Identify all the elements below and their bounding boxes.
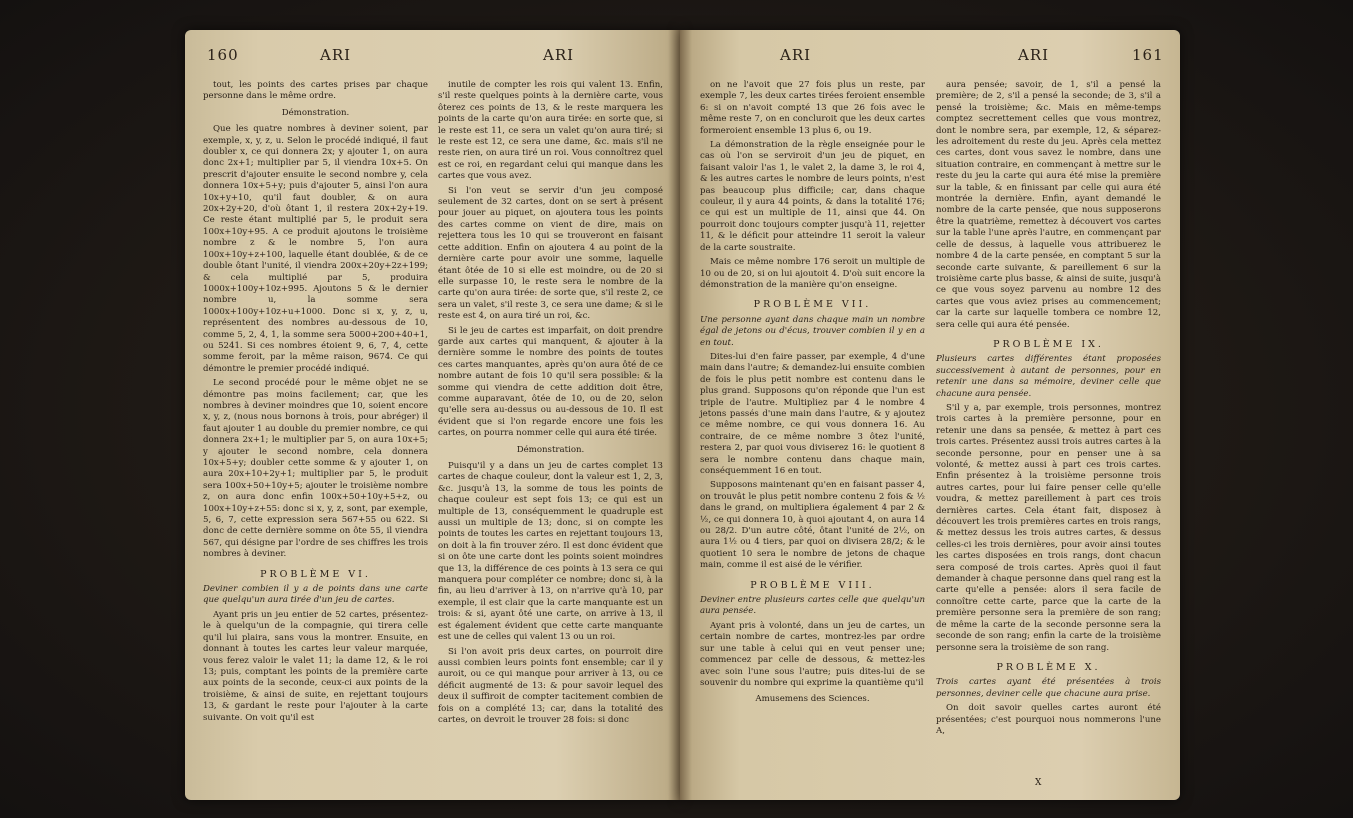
paragraph: Le second procédé pour le même objet ne se démontre pas moins facilement; car, que les nombres à deviner moindres que 10, soient encore x, y, z, (nous nous bornons à trois, pour abréger) il faut ajouter 1 au double du premier nombre, ce qui donnera 2x+1; le multiplier par 5, on aura 10x+5; y ajouter le second nombre, cela donnera 10x+5+y; doubler cette somme & y ajouter 1, on aura 20x+10+2y+1; multiplier par 5, le produit sera 100x+50+10y+5; ajouter le troisième nombre z, on aura donc enfin 100x+50+10y+5+z, ou 100x+10y+z+55: donc si x, y, z, sont, par exemple, 5, 6, 7, cette expression sera 567+55 ou 622. Si donc de cette dernière somme on ôte 55, il viendra 567, qui désigne par l'ordre de ses chiffres les trois nombres à deviner. [203, 378, 428, 560]
running-head-left-1: ARI [320, 46, 352, 64]
left-column-1 [203, 80, 428, 727]
paragraph: tout, les points des cartes prises par chaque personne dans le même ordre. [203, 80, 428, 102]
problem-heading: PROBLÈME X. [996, 661, 1101, 673]
problem-statement: Deviner entre plusieurs cartes celle que quelqu'un aura pensée. [700, 595, 925, 617]
paragraph: Si le jeu de cartes est imparfait, on doit prendre garde aux cartes qui manquent, & ajouter à la dernière somme le nombre des points de toutes ces cartes manquantes, après qu'on aura ôté de ce nombre autant de fois 10 qu'il sera possible: & la somme qui viendra de cette addition doit être, comme auparavant, ôtée de 10, ou de 20, selon qu'elle sera au-dessus ou au-dessous de 10. Il est évident que si l'on regarde encore une fois les cartes, on pourra nommer celle qui aura été tirée. [438, 325, 663, 439]
paragraph: on ne l'avoit que 27 fois plus un reste, par exemple 7, les deux cartes tirées feroient ensemble 6: si on n'avoit compté 13 que 26 fois avec le même reste 7, on en concluroit que les deux cartes formeroient ensemble 13 plus 6, ou 19. [700, 80, 925, 136]
problem-statement: Plusieurs cartes différentes étant proposées successivement à autant de personnes, pour en retenir une dans sa mémoire, deviner celle que chacune aura pensée. [936, 354, 1161, 399]
page-number-right: 161 [1132, 46, 1164, 64]
problem-heading: PROBLÈME VIII. [750, 579, 875, 591]
problem-statement: Une personne ayant dans chaque main un nombre égal de jetons ou d'écus, trouver combien il y en a en tout. [700, 314, 925, 348]
problem-statement: Deviner combien il y a de points dans une carte que quelqu'un aura tirée d'un jeu de cartes. [203, 584, 428, 606]
paragraph: Mais ce même nombre 176 seroit un multiple de 10 ou de 20, si on lui ajoutoit 4. D'où suit encore la démonstration de la manière qu'on enseigne. [700, 257, 925, 290]
right-column-2 [936, 80, 1161, 740]
paragraph: La démonstration de la règle enseignée pour le cas où l'on se serviroit d'un jeu de piquet, en faisant valoir l'as 1, le valet 2, la dame 3, le roi 4, & les autres cartes le nombre de leurs points, n'est pas beaucoup plus difficile; car, dans chaque couleur, il y aura 44 points, & dans la totalité 176; ce qui est un multiple de 11, ainsi que 44. On pourroit donc toujours compter jusqu'à 11, rejetter 11, & le déficit pour atteindre 11 seroit la valeur de la carte soustraite. [700, 140, 925, 253]
paragraph: Ayant pris un jeu entier de 52 cartes, présentez-le à quelqu'un de la compagnie, qui tirera celle qu'il lui plaira, sans vous la montrer. Ensuite, en donnant à toutes les cartes leur valeur marquée, vous ferez valoir le valet 11; la dame 12, & le roi 13; puis, comptant les points de la première carte aux points de la seconde, ceux-ci aux points de la troisième, & ainsi de suite, en rejettant toujours 13, & gardant le reste pour l'ajouter à la carte suivante. On voit qu'il est [203, 609, 428, 723]
paragraph: On doit savoir quelles cartes auront été présentées; c'est pourquoi nous nommerons l'une A, [936, 703, 1161, 736]
paragraph: Si l'on avoit pris deux cartes, on pourroit dire aussi combien leurs points font ensemble; car il y auroit, ou ce qui manque pour arriver à 13, ou ce déficit augmenté de 13: & pour savoir lequel des deux il suffiroit de compter tacitement combien de fois on a complété 13; car, dans la totalité des cartes, on devroit le trouver 28 fois: si donc [438, 646, 663, 725]
paragraph: inutile de compter les rois qui valent 13. Enfin, s'il reste quelques points à la dernière carte, vous ôterez ces points de 13, & le reste marquera les points de la carte qu'on aura tirée: en sorte que, si le reste est 11, ce sera un valet qu'on aura tiré; si le reste est 12, ce sera une dame, &c. mais s'il ne reste rien, on aura tiré un roi. Vous connoîtrez quel est ce roi, en regardant celui qui manque dans les cartes que vous avez. [438, 80, 663, 182]
section-label: Démonstration. [281, 107, 350, 118]
right-page [680, 30, 1180, 800]
running-head-right-1: ARI [780, 46, 812, 64]
page-number-left: 160 [207, 46, 239, 64]
paragraph: Ayant pris à volonté, dans un jeu de cartes, un certain nombre de cartes, montrez-les par ordre sur une table à celui qui en veut penser une; commencez par celle de dessous, & mettez-les avec soin l'une sous l'autre; puis dites-lui de se souvenir du nombre qui exprime la quantième qu'il [700, 620, 925, 688]
running-head-right-2: ARI [1018, 46, 1050, 64]
paragraph: aura pensée; savoir, de 1, s'il a pensé la première; de 2, s'il a pensé la seconde; de 3, s'il a pensé la troisième; &c. Mais en même-temps comptez secrettement celles que vous montrez, dont le nombre sera, par exemple, 12, & séparez-les adroitement du reste du jeu. Après cela mettez ces cartes, dont vous savez le nombre, dans une situation contraire, en commençant à mettre sur le reste du jeu la carte qui aura été mise la première sur la table, & en finissant par celle qui aura été montrée la dernière. Enfin, ayant demandé le nombre de la carte pensée, que nous supposerons être la quatrième, remettez à découvert vos cartes sur la table l'une après l'autre, en commençant par celle de dessus, à laquelle vous attribuerez le nombre 4 de la carte pensée, en comptant 5 sur la seconde carte suivante, & pareillement 6 sur la troisième carte plus basse, & ainsi de suite, jusqu'à ce que vous soyez parvenu au nombre 12 des cartes que vous aviez prises au commencement; car la carte sur laquelle tombera ce nombre 12, sera celle qui aura été pensée. [936, 80, 1161, 330]
paragraph: Puisqu'il y a dans un jeu de cartes complet 13 cartes de chaque couleur, dont la valeur est 1, 2, 3, &c. jusqu'à 13, la somme de tous les points de chaque couleur est sept fois 13; ce qui est un multiple de 13, conséquemment le quadruple est aussi un multiple de 13; donc, si on compte les points de toutes les cartes en rejettant toujours 13, on doit à la fin trouver zéro. Il est donc évident que si on ôte une carte dont les points soient moindres que 13, la différence de ces points à 13 sera ce qui manquera pour compléter ce nombre; donc si, à la fin, au lieu d'arriver à 13, on n'arrive qu'à 10, par exemple, il est clair que la carte manquante est un trois: & si, ayant ôté une carte, on arrive à 13, il est également évident que cette carte manquante est une de celles qui valent 13 ou un roi. [438, 461, 663, 643]
section-label: Amusemens des Sciences. [755, 694, 870, 705]
left-column-2 [438, 80, 663, 729]
problem-heading: PROBLÈME IX. [993, 338, 1104, 350]
paragraph: Supposons maintenant qu'en en faisant passer 4, on trouvât le plus petit nombre contenu 2 fois & ½ dans le grand, on multipliera également 4 par 2 & ½, ce qui donnera 10, à quoi ajoutant 4, on aura 14 ou 28/2. D'un autre côté, ôtant l'unité de 2½, on aura 1½ ou 4 tiers, par quoi on divisera 28/2; & le quotient 10 sera le nombre de jetons de chaque main, comme il est aisé de le vérifier. [700, 480, 925, 571]
problem-heading: PROBLÈME VI. [260, 568, 371, 580]
problem-heading: PROBLÈME VII. [753, 299, 872, 311]
paragraph: Dites-lui d'en faire passer, par exemple, 4 d'une main dans l'autre; & demandez-lui ensuite combien de fois le plus petit nombre est contenu dans le plus grand. Supposons qu'on réponde que l'un est triple de l'autre. Multipliez par 4 le nombre 4 jetons passés d'une main dans l'autre, & y ajoutez ce même nombre, ce qui vous donnera 16. Au contraire, de ce même nombre 3 ôtez l'unité, restera 2, par quoi vous diviserez 16: le quotient 8 sera le nombre contenu dans chaque main, conséquemment 16 en tout. [700, 351, 925, 476]
paragraph: Que les quatre nombres à deviner soient, par exemple, x, y, z, u. Selon le procédé indiqué, il faut doubler x, ce qui donnera 2x; y ajouter 1, on aura donc 2x+1; multiplier par 5, il viendra 10x+5. On prescrit d'ajouter ensuite le second nombre y, cela donnera 10x+5+y; puis d'ajouter 5, ainsi l'on aura 10x+y+10, qu'il faut doubler, & on aura 20x+2y+20, d'où ôtant 1, il restera 20x+2y+19. Ce reste étant multiplié par 5, le produit sera 100x+10y+95. A ce produit ajoutons le troisième nombre z & le nombre 5, l'on aura 100x+10y+z+100, laquelle étant doublée, & de ce double ôtant l'unité, il viendra 200x+20y+2z+199; & cela multiplié par 5, produira 1000x+100y+10z+995. Ajoutons 5 & le dernier nombre u, la somme sera 1000x+100y+10z+u+1000. Donc si x, y, z, u, représentent des nombres au-dessous de 10, comme 5, 2, 4, 1, la somme sera 5000+200+40+1, ou 5241. Si ces nombres étoient 9, 6, 7, 4, cette somme feroit, par la même raison, 9674. Ce qui démontre le premier procédé indiqué. [203, 124, 428, 374]
right-column-1 [700, 80, 925, 711]
book-gutter [668, 30, 692, 800]
paragraph: Si l'on veut se servir d'un jeu composé seulement de 32 cartes, dont on se sert à présent pour jouer au piquet, on ajoutera tous les points des cartes comme on vient de dire, mais on rejettera tous les 10 qui se trouveront en faisant cette addition. Enfin on ajoutera 4 au point de la dernière carte pour avoir une somme, laquelle étant ôtée de 10 si elle est moindre, ou de 20 si elle surpasse 10, le reste sera le nombre de la carte qu'on aura tirée: de sorte que, s'il reste 2, ce sera un valet, s'il reste 3, ce sera une dame; & si le reste est 4, on aura tiré un roi, &c. [438, 185, 663, 322]
problem-statement: Trois cartes ayant été présentées à trois personnes, deviner celle que chacune aura prise. [936, 677, 1161, 699]
signature-mark: X [1035, 778, 1042, 788]
section-label: Démonstration. [516, 444, 585, 455]
left-page [185, 30, 680, 800]
paragraph: S'il y a, par exemple, trois personnes, montrez trois cartes à la première personne, pour en retenir une dans sa pensée, & mettez à part ces trois cartes. Présentez aussi trois autres cartes à la seconde personne, pour en penser une à sa volonté, & mettez aussi à part ces trois cartes. Enfin présentez à la troisième personne trois autres cartes, pour lui faire penser celle qu'elle voudra, & mettez pareillement à part ces trois dernières cartes. Cela étant fait, disposez à découvert les trois premières cartes en trois rangs, & mettez dessus les trois autres cartes, & dessus celles-ci les trois dernières, pour avoir ainsi toutes les cartes disposées en trois rangs, dont chacun sera composé de trois cartes. Après quoi il faut demander à chaque personne dans quel rang est la carte qu'elle a pensée: alors il sera facile de connoître cette carte, parce que la carte de la première personne sera la première de son rang; de même la carte de la seconde personne sera la seconde de son rang; enfin la carte de la troisième personne sera la troisième de son rang. [936, 402, 1161, 653]
running-head-left-2: ARI [543, 46, 575, 64]
